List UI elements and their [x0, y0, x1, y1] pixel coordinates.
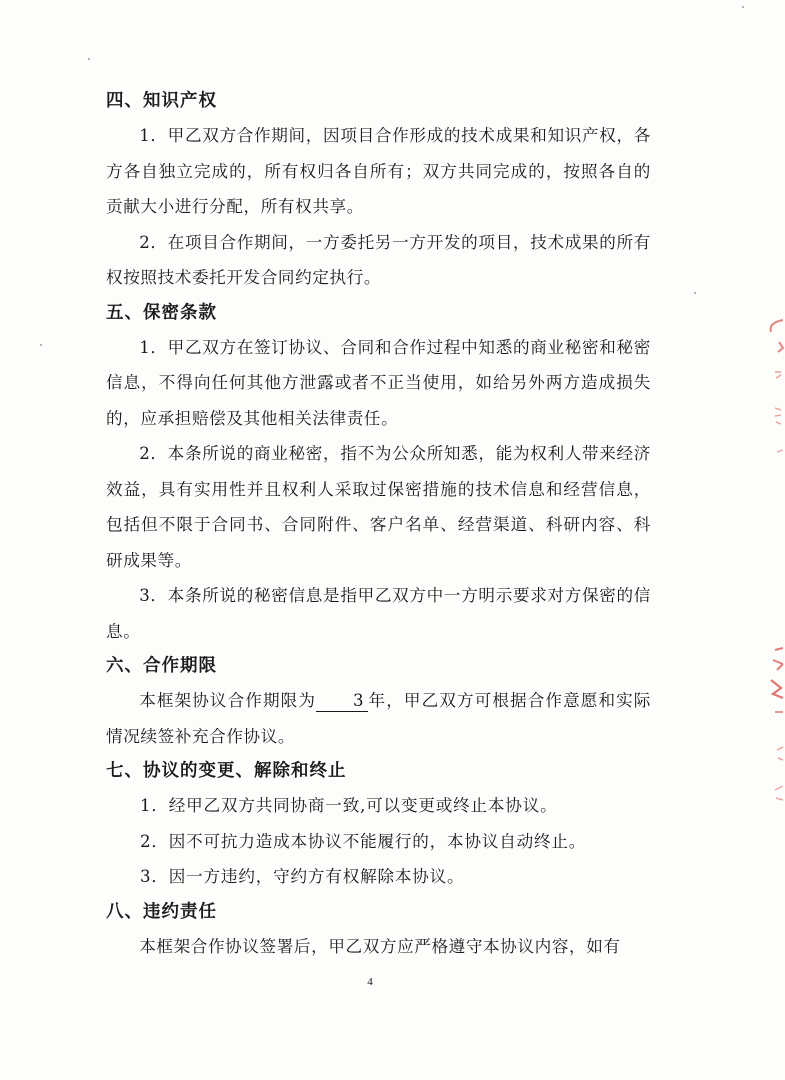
section-5-clause-3: 3．本条所说的秘密信息是指甲乙双方中一方明示要求对方保密的信息。 — [106, 586, 651, 641]
section-7-heading: 七、协议的变更、解除和终止 — [106, 761, 347, 781]
term-text-before: 本框架协议合作期限为 — [139, 691, 317, 710]
section-5-clause-1: 1．甲乙双方在签订协议、合同和合作过程中知悉的商业秘密和秘密信息，不得向任何其他方泄露或者不正当使用，如给另外两方造成损失的，应承担赔偿及其他相关法律责任。 — [106, 337, 651, 428]
term-years-blank: 3 — [316, 691, 368, 712]
section-6-heading: 六、合作期限 — [106, 656, 217, 676]
seal-fragment-upper-icon — [745, 312, 785, 472]
section-6-clause — [106, 683, 651, 754]
seal-fragment-lower — [745, 640, 785, 810]
section-7-clause-1: 1．经甲乙双方共同协商一致,可以变更或终止本协议。 — [140, 796, 558, 815]
section-4-clause-1: 1．甲乙双方合作期间，因项目合作形成的技术成果和知识产权，各方各自独立完成的，所有权归各自所有；双方共同完成的，按照各自的贡献大小进行分配，所有权共享。 — [106, 126, 651, 216]
section-4-heading: 四、知识产权 — [106, 91, 217, 111]
section-7-clause-3: 3．因一方违约，守约方有权解除本协议。 — [140, 867, 465, 886]
section-8-clause: 本框架合作协议签署后，甲乙双方应严格遵守本协议内容，如有 — [139, 936, 621, 956]
section-7-clause-2: 2．因不可抗力造成本协议不能履行的，本协议自动终止。 — [140, 831, 587, 851]
seal-fragment-lower-icon — [745, 640, 785, 810]
section-5-clause-2: 2．本条所说的商业秘密，指不为公众所知悉，能为权利人带来经济效益，具有实用性并且权利人采取过保密措施的技术信息和经营信息，包括但不限于合同书、合同附件、客户名单、经营渠道、科研内容、科研成果等。 — [106, 444, 651, 570]
document-body — [106, 84, 651, 964]
section-8-heading: 八、违约责任 — [106, 901, 217, 922]
scan-speck — [88, 58, 90, 60]
seal-fragment-upper — [745, 312, 785, 472]
page-number: 4 — [367, 976, 373, 988]
term-text-after: 年，甲乙双方可根据合作意愿和实际情况续签补充合作协议。 — [106, 691, 652, 746]
section-5-heading: 五、保密条款 — [106, 302, 217, 323]
scan-speck — [694, 292, 696, 294]
section-4-clause-2: 2．在项目合作期间，一方委托另一方开发的项目，技术成果的所有权按照技术委托开发合同约定执行。 — [106, 232, 651, 287]
scan-speck — [742, 6, 744, 8]
scan-speck — [40, 344, 42, 346]
